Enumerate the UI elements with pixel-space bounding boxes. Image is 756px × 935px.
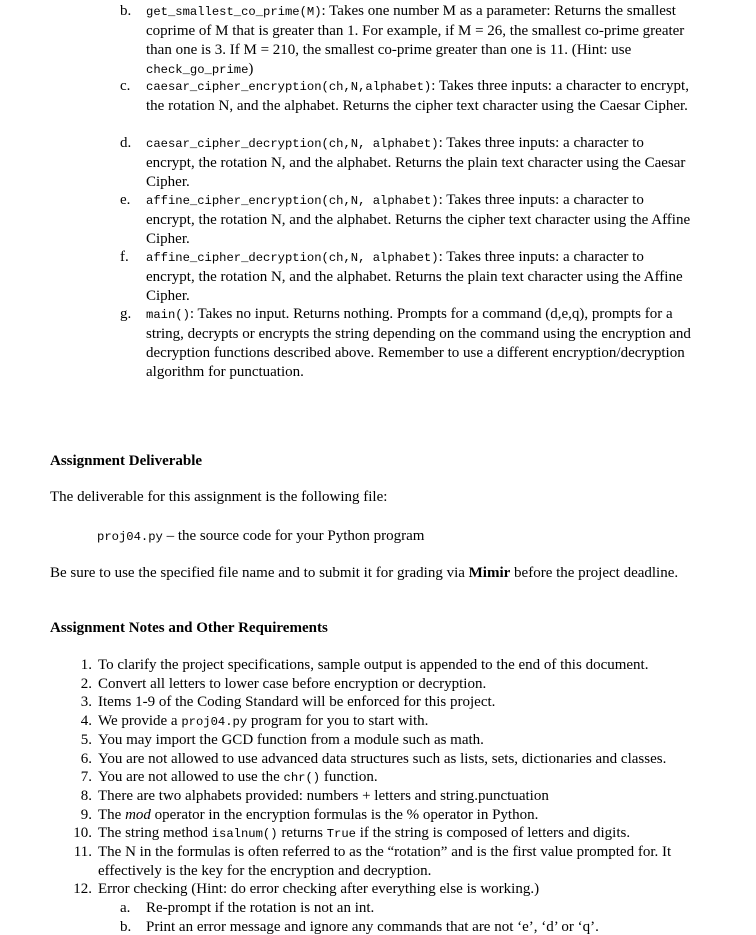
note-item (70, 768, 720, 788)
note-subitem (120, 899, 695, 918)
note-text: We provide a (98, 713, 182, 730)
note-text: if the string is composed of letters and digits. (355, 825, 631, 842)
subitem-label: b. (120, 918, 132, 935)
note-item (70, 693, 720, 712)
function-item-c (120, 77, 695, 116)
note-text: The N in the formulas is often referred to as the “rotation” and is the first value prompted for. It effectively is the key for the encryption and decryption. (98, 844, 672, 879)
notes-heading: Assignment Notes and Other Requirements (50, 620, 328, 636)
file-name: proj04.py (97, 530, 163, 544)
note-item (70, 787, 720, 806)
function-item-d (120, 134, 695, 192)
emphasis: mod (125, 806, 151, 823)
note-number: 9. (80, 806, 92, 823)
note-text: program for you to start with. (247, 713, 429, 730)
note-number: 7. (80, 769, 92, 786)
function-signature: caesar_cipher_decryption(ch,N, alphabet) (146, 137, 439, 151)
function-signature: main() (146, 308, 190, 322)
note-item (70, 731, 720, 750)
note-item (70, 824, 720, 844)
note-item (70, 880, 720, 899)
note-text: You may import the GCD function from a module such as math. (98, 731, 484, 748)
note-text: Items 1-9 of the Coding Standard will be enforced for this project. (98, 694, 496, 711)
note-item (70, 712, 720, 732)
note-number: 1. (80, 657, 92, 673)
note-text: returns (277, 825, 327, 842)
function-description: : Takes three inputs: a character to encrypt, the rotation N, and the alphabet. Returns the plain text character using the Caesar Cipher. (146, 135, 686, 190)
inline-code: isalnum() (211, 827, 278, 842)
item-label: d. (120, 135, 132, 151)
note-text: The (98, 806, 126, 823)
item-label: b. (120, 3, 132, 19)
note-number: 4. (80, 713, 92, 730)
note-number: 8. (80, 787, 92, 804)
function-description: : Takes one number M as a parameter: Returns the smallest coprime of M that is greater than 1. For example, if M = 26, the smallest co-prime greater than one is 3. If M = 210, the smallest co-prime greater than one is 11. (Hint: use (146, 3, 685, 58)
inline-code: True (326, 827, 356, 842)
note-item (70, 675, 720, 694)
mimir-label: Mimir (468, 565, 511, 581)
deliverable-note (50, 564, 680, 583)
inline-code: proj04.py (181, 715, 248, 730)
function-signature: caesar_cipher_encryption(ch,N,alphabet) (146, 80, 432, 94)
inline-code: chr() (283, 771, 321, 786)
note-number: 6. (80, 750, 92, 767)
function-item-b (120, 2, 695, 80)
note-text: To clarify the project specifications, sample output is appended to the end of this document. (98, 657, 649, 673)
note-number: 11. (73, 844, 92, 860)
note-item (70, 656, 720, 675)
function-signature: affine_cipher_encryption(ch,N, alphabet) (146, 194, 439, 208)
item-label: e. (120, 192, 131, 208)
note-text: Error checking (Hint: do error checking after everything else is working.) (98, 881, 540, 898)
function-description: : Takes three inputs: a character to encrypt, the rotation N, and the alphabet. Returns the cipher text character using the Caesar Cipher. (146, 78, 689, 114)
note-item (70, 750, 720, 769)
function-item-g (120, 305, 695, 382)
function-description: : Takes three inputs: a character to encrypt, the rotation N, and the alphabet. Returns the plain text character using the Affine Cipher. (146, 249, 683, 304)
note-number: 12. (73, 881, 92, 898)
note-text: Be sure to use the specified file name and to submit it for grading via (50, 565, 469, 581)
note-text: You are not allowed to use advanced data structures such as lists, sets, dictionaries and classes. (98, 750, 667, 767)
note-text: Convert all letters to lower case before encryption or decryption. (98, 675, 487, 692)
item-label: c. (120, 78, 131, 94)
deliverable-intro: The deliverable for this assignment is the following file: (50, 489, 388, 505)
description-end: ) (248, 61, 254, 77)
note-text-end: before the project deadline. (510, 565, 679, 581)
function-item-e (120, 191, 695, 249)
subitem-label: a. (120, 900, 131, 917)
item-label: g. (120, 306, 132, 322)
function-item-f (120, 248, 695, 306)
note-number: 5. (80, 731, 92, 748)
deliverable-file (97, 527, 727, 547)
note-item (70, 843, 720, 880)
subitem-text: Print an error message and ignore any commands that are not ‘e’, ‘d’ or ‘q’. (146, 918, 599, 935)
file-description: – the source code for your Python program (162, 528, 425, 544)
function-description: : Takes no input. Returns nothing. Prompts for a command (d,e,q), prompts for a string, decrypts or encrypts the string depending on the command using the encryption and decryption functions described above. Remember to use a different encryption/decryption algorithm for punctuation. (146, 306, 691, 380)
note-text: There are two alphabets provided: numbers + letters and string.punctuation (98, 787, 549, 804)
function-description: : Takes three inputs: a character to encrypt, the rotation N, and the alphabet. Returns the cipher text character using the Affine Cipher. (146, 192, 691, 247)
note-item (70, 806, 720, 825)
note-number: 2. (80, 675, 92, 692)
note-text: function. (320, 769, 378, 786)
function-signature: affine_cipher_decryption(ch,N, alphabet) (146, 251, 439, 265)
note-text: The string method (98, 825, 212, 842)
subitem-text: Re-prompt if the rotation is not an int. (146, 900, 375, 917)
note-subitem (120, 918, 695, 935)
note-text: You are not allowed to use the (98, 769, 284, 786)
note-number: 10. (73, 825, 92, 842)
deliverable-heading: Assignment Deliverable (50, 453, 203, 469)
note-number: 3. (80, 694, 92, 711)
item-label: f. (120, 249, 129, 265)
note-text: operator in the encryption formulas is the % operator in Python. (150, 806, 539, 823)
function-signature: get_smallest_co_prime(M) (146, 5, 322, 19)
function-reference: check_go_prime (146, 63, 249, 77)
